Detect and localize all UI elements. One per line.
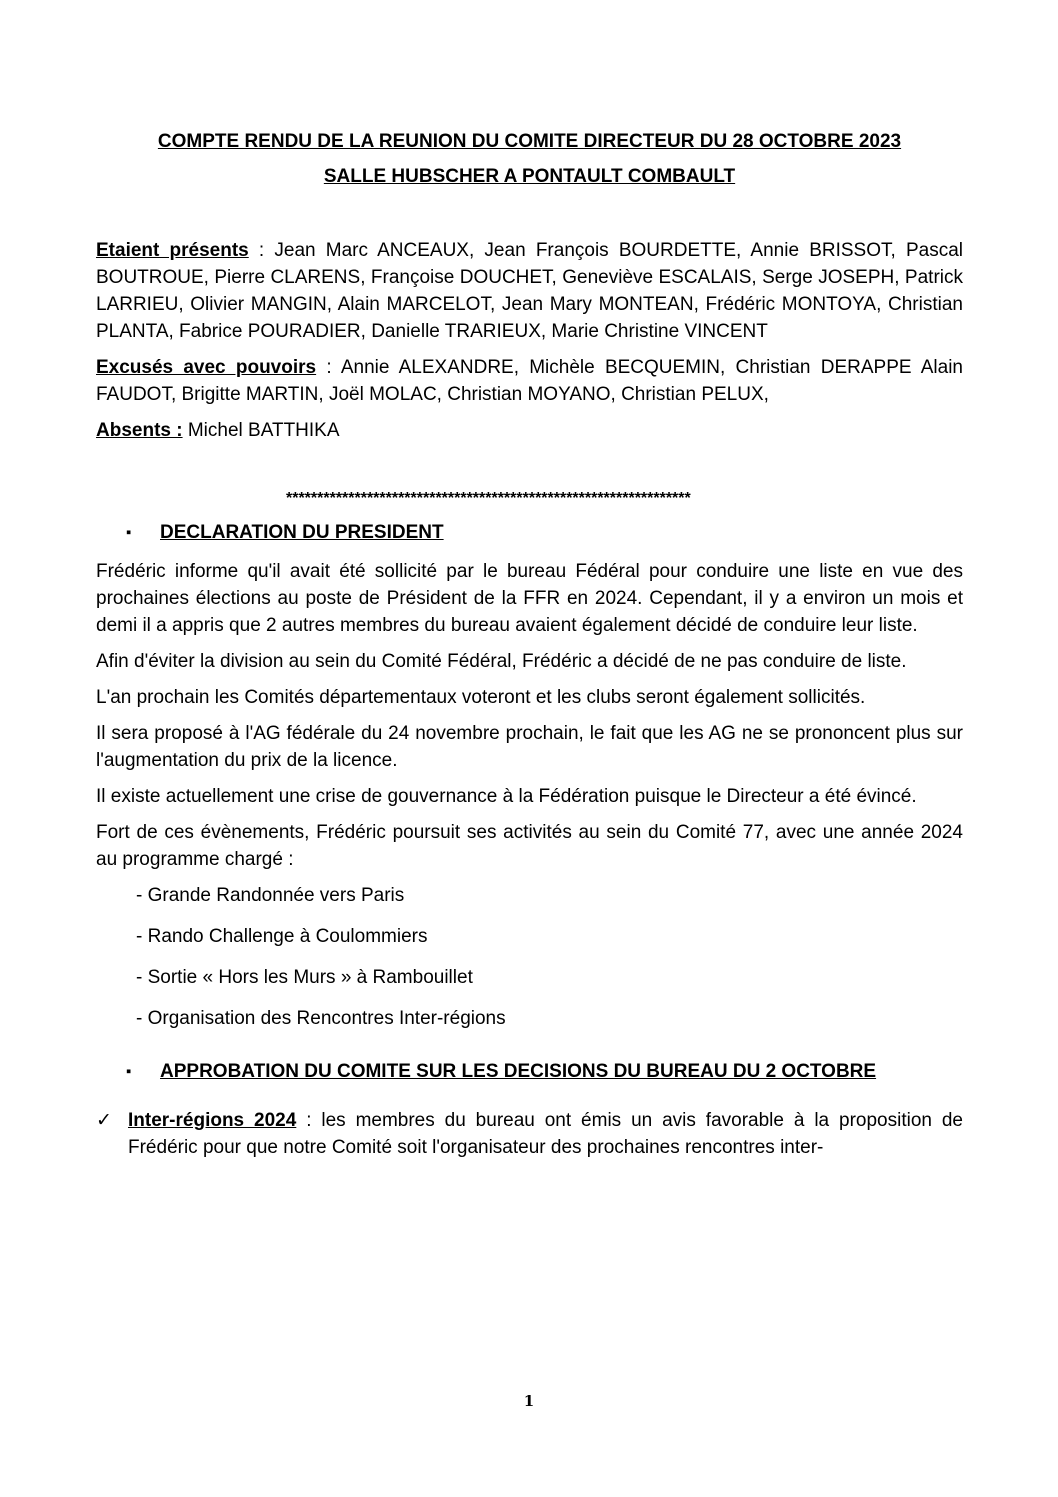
section-heading-text: DECLARATION DU PRESIDENT [160,522,444,543]
paragraph: Afin d'éviter la division au sein du Comité Fédéral, Frédéric a décidé de ne pas conduire de liste. [96,651,907,672]
excused-text: : Annie ALEXANDRE, Michèle BECQUEMIN, Christian DERAPPE Alain FAUDOT, Brigitte MARTIN, Joël MOLAC, Christian MOYANO, Christian PELUX, [96,357,963,405]
paragraph: L'an prochain les Comités départementaux voteront et les clubs seront également sollicités. [96,687,866,708]
absent-label: Absents : [96,420,183,441]
check-item [96,1107,963,1161]
square-bullet-icon: ▪ [126,1063,132,1080]
section-heading-text: APPROBATION DU COMITE SUR LES DECISIONS DU BUREAU DU 2 OCTOBRE [160,1061,877,1082]
list-item: - Organisation des Rencontres Inter-régions [136,1008,506,1029]
list-item: - Grande Randonnée vers Paris [136,885,405,906]
paragraph: Il sera proposé à l'AG fédérale du 24 novembre prochain, le fait que les AG ne se prononcent plus sur l'augmentation du prix de la licence. [96,723,963,771]
checkmark-icon: ✓ [96,1110,112,1131]
section-heading-approval [96,1058,963,1085]
excused-paragraph [96,354,963,408]
excused-label: Excusés avec pouvoirs [96,357,317,378]
check-item-label: Inter-régions 2024 [128,1110,297,1131]
paragraph: Frédéric informe qu'il avait été sollicité par le bureau Fédéral pour conduire une liste en vue des prochaines élections au poste de Président de la FFR en 2024. Cependant, il y a environ un mois et demi il a appris que 2 autres membres du bureau avaient également décidé de conduire leur liste. [96,561,963,636]
list-item: - Sortie « Hors les Murs » à Rambouillet [136,967,473,988]
page-number: 1 [523,1392,535,1410]
square-bullet-icon: ▪ [126,524,132,541]
program-list [96,882,963,1032]
list-item: - Rando Challenge à Coulommiers [136,926,428,947]
present-label: Etaient présents [96,240,249,261]
present-paragraph [96,237,963,345]
document-subtitle: SALLE HUBSCHER A PONTAULT COMBAULT [323,166,736,187]
absent-paragraph [96,417,963,444]
document-title: COMPTE RENDU DE LA REUNION DU COMITE DIRECTEUR DU 28 OCTOBRE 2023 [157,131,902,152]
absent-text: Michel BATTHIKA [182,420,340,441]
check-item-text: : les membres du bureau ont émis un avis favorable à la proposition de Frédéric pour que notre Comité soit l'organisateur des prochaines rencontres inter- [128,1110,964,1158]
paragraph: Il existe actuellement une crise de gouvernance à la Fédération puisque le Directeur a été évincé. [96,786,917,807]
paragraph: Fort de ces évènements, Frédéric poursuit ses activités au sein du Comité 77, avec une année 2024 au programme chargé : [96,822,963,870]
present-text: : Jean Marc ANCEAUX, Jean François BOURDETTE, Annie BRISSOT, Pascal BOUTROUE, Pierre CLARENS, Françoise DOUCHET, Geneviève ESCALAIS, Serge JOSEPH, Patrick LARRIEU, Olivier MANGIN, Alain MARCELOT, Jean Mary MONTEAN, Frédéric MONTOYA, Christian PLANTA, Fabrice POURADIER, Danielle TRARIEUX, Marie Christine VINCENT [96,240,964,342]
section-heading-president [96,519,963,546]
separator-line: ***************************************************************** [286,490,691,507]
